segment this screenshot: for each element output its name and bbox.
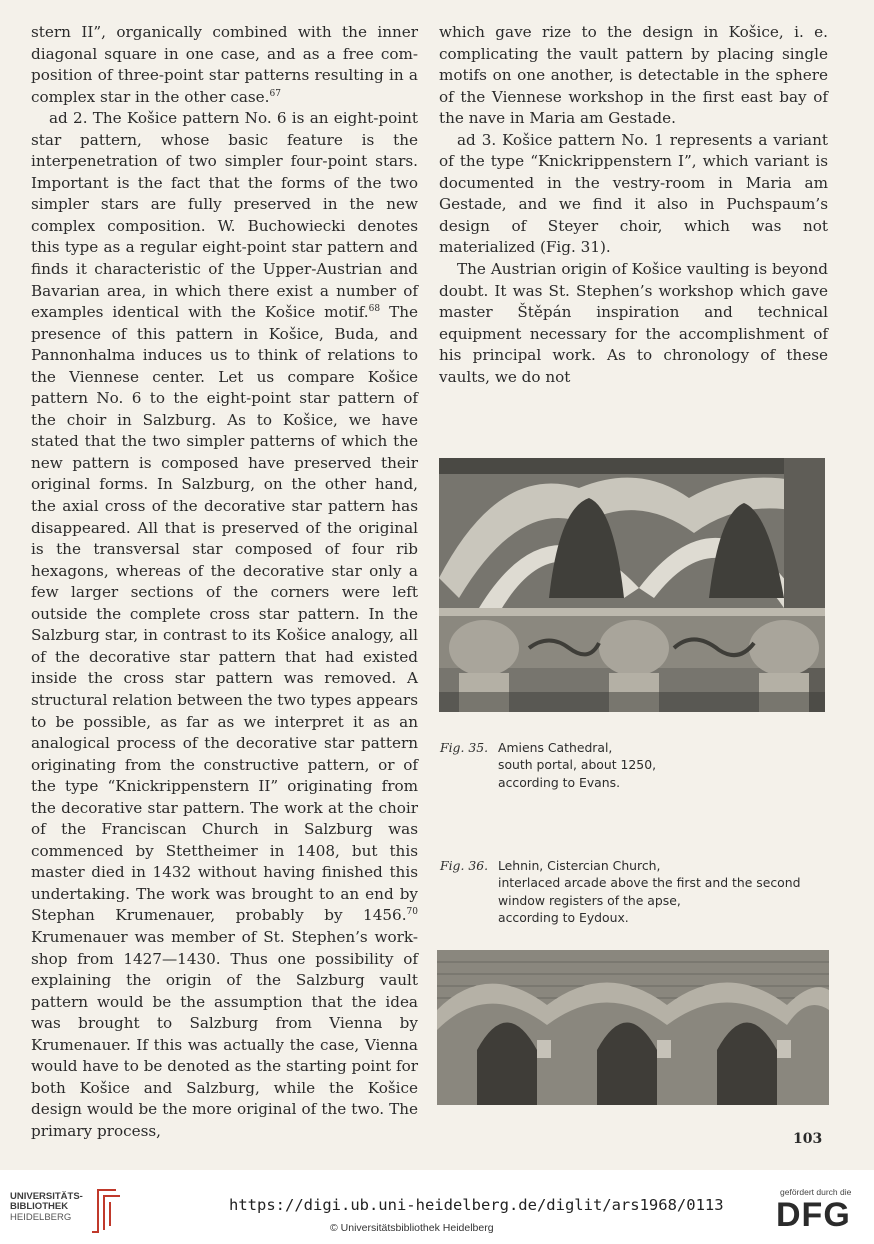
right-text-column — [439, 22, 828, 388]
figure-35-photo — [439, 458, 825, 712]
paragraph — [31, 108, 418, 1142]
page-number: 103 — [793, 1131, 823, 1147]
figure-label: Fig. 36. — [440, 858, 489, 873]
brick-arcade-illustration — [437, 950, 829, 1105]
library-logo-text — [10, 1192, 90, 1223]
left-text-column — [31, 22, 418, 1142]
caption-line: window registers of the apse, — [498, 892, 681, 908]
caption-line: interlaced arcade above the first and the second — [498, 875, 801, 891]
caption-line: Lehnin, Cistercian Church, — [498, 858, 661, 873]
caption-line: according to Evans. — [498, 774, 621, 790]
figure-36-caption — [440, 857, 860, 927]
logo-line: BIBLIOTHEK — [10, 1201, 69, 1213]
copyright-text: © Universitätsbibliothek Heidelberg — [330, 1222, 494, 1234]
paragraph: The Austrian origin of Košice vaulting is beyond doubt. It was St. Stephen’s workshop which gave master Štěpán inspiration and technical equipment necessary for the accomplishment of his principal work. As to chronology of these vaults, we do not — [439, 260, 828, 386]
footnote-ref: 70 — [406, 907, 418, 918]
logo-line: HEIDELBERG — [10, 1211, 72, 1223]
footnote-ref: 68 — [368, 304, 381, 315]
logo-line: UNIVERSITÄTS- — [10, 1191, 83, 1202]
paragraph: which gave rize to the design in Košice, i. e. complicating the vault pattern by placing single motifs on one another, is detectable in the sphere of the Viennese workshop in the first east bay of the nave in Maria am Gestade. — [439, 23, 828, 128]
paragraph — [31, 22, 418, 108]
arcade-illustration — [439, 458, 825, 712]
paragraph-text: stern II”, organically combined with the inner diagonal square in one case, and as a free com-position of three-point star patterns resulting in a complex star in the other case. — [31, 23, 418, 106]
caption-line: south portal, about 1250, — [498, 757, 657, 773]
caption-line: according to Eydoux. — [498, 910, 629, 926]
figure-35-caption — [440, 739, 830, 791]
footnote-ref: 67 — [269, 88, 281, 99]
caption-line: Amiens Cathedral, — [498, 740, 613, 755]
dfg-funded-text: gefördert durch die — [780, 1187, 852, 1197]
paragraph-text: The presence of this pattern in Košice, Buda, and Pannonhalma induces us to think of relations to the Viennese center. Let us compare Košice pattern No. 6 to the eight-point star pattern of the choir in Salzburg. As to Košice, we have stated that the two simpler patterns of which the new pattern is composed have preserved their original forms. In Salzburg, on the other hand, the axial cross of the decorative star pattern has disappeared. All that is preserved of the original is the transversal star composed of four rib hexagons, whereas of the decorative star only a few larger sections of the corners were left outside the complete cross star pattern. In the Salzburg star, in contrast to its Košice analogy, all of the decorative star pattern that had existed inside the cross star pattern was removed. A structural relation between the two types appears to be possible, as far as we interpret it as an analogical process of the decorative star pattern originating from the constructive pattern, or of the type “Knickrippenstern II” originating from the decorative star pattern. The work at the choir of the Franciscan Church in Salzburg was commenced by Stettheimer in 1408, but this master died in 1432 without having finished this undertaking. The work was brought to an end by Stephan Krumenauer, probably by 1456. — [31, 303, 418, 925]
dfg-logo: DFG — [776, 1196, 851, 1234]
document-url-link[interactable]: https://digi.ub.uni-heidelberg.de/diglit/ars1968/0113 — [229, 1196, 724, 1214]
figure-label: Fig. 35. — [440, 740, 489, 755]
figure-36-photo — [437, 950, 829, 1105]
library-logo-icon — [86, 1186, 122, 1236]
paragraph-text: Krumenauer was member of St. Stephen’s work-shop from 1427—1430. Thus one possibility of explaining the origin of the Salzburg vault pattern would be the assumption that the idea was brought to Salzburg from Vienna by Krumenauer. If this was actually the case, Vienna would have to be denoted as the starting point for both Košice and Salzburg, while the Košice design would be the more original of the two. The primary process, — [31, 927, 418, 1140]
paragraph-text: ad 2. The Košice pattern No. 6 is an eight-point star pattern, whose basic feature is the interpenetration of two simpler four-point stars. Important is the fact that the forms of the two simpler stars are fully preserved in the new complex composition. W. Buchowiecki denotes this type as a regular eight-point star pattern and finds it characteristic of the Upper-Austrian and Bavarian area, in which there exist a number of examples identical with the Košice motif. — [31, 109, 418, 322]
paragraph: ad 3. Košice pattern No. 1 represents a variant of the type “Knickrippenstern I”, which variant is documented in the vestry-room in Maria am Gestade, and we find it also in Puchspaum’s design of Steyer choir, which was not materialized (Fig. 31). — [439, 130, 828, 257]
